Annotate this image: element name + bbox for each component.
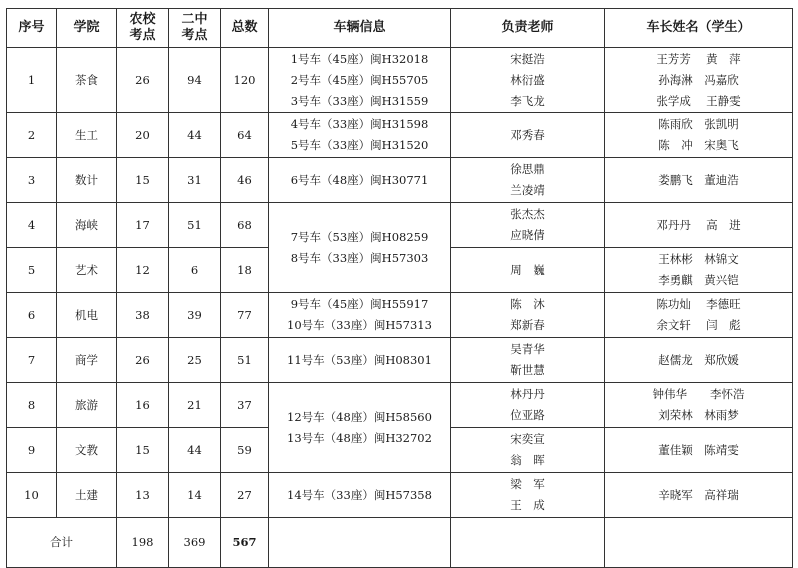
header-school2-line2: 考点 [181, 28, 208, 43]
leader-names: 邓丹丹 高 进 [656, 217, 741, 232]
leader-names: 孙海淋 冯嘉欣 [658, 72, 739, 87]
teacher-name: 位亚路 [510, 408, 545, 422]
leader-cell [605, 428, 793, 473]
summary-school2: 369 [169, 518, 221, 568]
vehicle-line: 12号车（48座）闽H58560 [287, 409, 432, 424]
teacher-name: 翁 晖 [510, 453, 545, 467]
college-cell: 机电 [57, 293, 117, 338]
college-cell: 艺术 [57, 248, 117, 293]
teacher-name: 周 巍 [510, 262, 545, 277]
bus-assignment-table [6, 8, 793, 568]
leader-names: 张学成 王静雯 [656, 93, 741, 108]
table-row [7, 293, 793, 338]
teacher-name: 宋奕宣 [510, 432, 545, 446]
teacher-cell [451, 158, 605, 203]
leader-names: 娄鹏飞 董迪浩 [658, 172, 739, 187]
teacher-name: 应晓倩 [510, 228, 545, 242]
total-count: 37 [221, 383, 269, 428]
school2-count: 14 [169, 473, 221, 518]
total-count: 68 [221, 203, 269, 248]
leader-names: 陈雨欣 张凯明 [658, 117, 739, 131]
teacher-cell [451, 248, 605, 293]
vehicle-line: 8号车（33座）闽H57303 [290, 250, 429, 265]
vehicle-cell [269, 113, 451, 158]
vehicle-cell [269, 203, 451, 293]
school2-count: 39 [169, 293, 221, 338]
leader-names: 钟伟华 李怀浩 [652, 387, 745, 401]
vehicle-line: 14号车（33座）闽H57358 [287, 487, 432, 502]
teacher-name: 兰凌靖 [510, 183, 545, 197]
seq-cell: 1 [7, 48, 57, 113]
teacher-cell [451, 293, 605, 338]
header-school2 [169, 9, 221, 48]
teacher-cell [451, 338, 605, 383]
teacher-name: 林衍盛 [510, 72, 545, 87]
total-count: 27 [221, 473, 269, 518]
leader-cell [605, 113, 793, 158]
teacher-name: 郑新春 [510, 318, 545, 332]
school1-count: 26 [117, 338, 169, 383]
vehicle-cell [269, 338, 451, 383]
leader-names: 李勇麒 黄兴铠 [658, 273, 739, 287]
header-teacher: 负责老师 [451, 9, 605, 48]
school1-count: 15 [117, 158, 169, 203]
vehicle-line: 4号车（33座）闽H31598 [290, 117, 429, 131]
summary-empty-leader [605, 518, 793, 568]
school1-count: 13 [117, 473, 169, 518]
school2-count: 51 [169, 203, 221, 248]
teacher-name: 吴青华 [510, 342, 545, 356]
seq-cell: 7 [7, 338, 57, 383]
leader-names: 王芳芳 黄 萍 [656, 51, 741, 66]
summary-label: 合计 [7, 518, 117, 568]
summary-empty-vehicle [269, 518, 451, 568]
college-cell: 旅游 [57, 383, 117, 428]
school2-count: 21 [169, 383, 221, 428]
vehicle-cell [269, 383, 451, 473]
total-count: 59 [221, 428, 269, 473]
school1-count: 15 [117, 428, 169, 473]
leader-names: 辛晓军 高祥瑞 [658, 487, 739, 502]
leader-names: 董佳颖 陈靖雯 [658, 442, 739, 457]
total-count: 120 [221, 48, 269, 113]
vehicle-cell [269, 293, 451, 338]
teacher-name: 宋挺浩 [510, 51, 545, 66]
school2-count: 94 [169, 48, 221, 113]
summary-empty-teacher [451, 518, 605, 568]
teacher-cell [451, 428, 605, 473]
college-cell: 商学 [57, 338, 117, 383]
seq-cell: 2 [7, 113, 57, 158]
header-seq: 序号 [7, 9, 57, 48]
table-row [7, 383, 793, 428]
seq-cell: 3 [7, 158, 57, 203]
college-cell: 数计 [57, 158, 117, 203]
table-row [7, 338, 793, 383]
vehicle-line: 3号车（33座）闽H31559 [290, 93, 429, 108]
leader-cell [605, 293, 793, 338]
header-leader: 车长姓名（学生） [605, 9, 793, 48]
summary-row [7, 518, 793, 568]
leader-cell [605, 338, 793, 383]
college-cell: 海峡 [57, 203, 117, 248]
school2-count: 6 [169, 248, 221, 293]
leader-names: 赵儒龙 郑欣媛 [658, 352, 739, 367]
total-count: 18 [221, 248, 269, 293]
total-count: 64 [221, 113, 269, 158]
header-total: 总数 [221, 9, 269, 48]
school1-count: 12 [117, 248, 169, 293]
leader-cell [605, 158, 793, 203]
leader-cell [605, 48, 793, 113]
header-school1-line2: 考点 [129, 28, 156, 43]
vehicle-cell [269, 158, 451, 203]
teacher-cell [451, 203, 605, 248]
header-row [7, 9, 793, 48]
total-count: 51 [221, 338, 269, 383]
school1-count: 26 [117, 48, 169, 113]
vehicle-cell [269, 473, 451, 518]
teacher-name: 林丹丹 [510, 387, 545, 401]
table-row [7, 203, 793, 248]
table-row [7, 158, 793, 203]
seq-cell: 5 [7, 248, 57, 293]
leader-cell [605, 473, 793, 518]
teacher-name: 李飞龙 [510, 93, 545, 108]
vehicle-line: 10号车（33座）闽H57313 [287, 318, 432, 332]
vehicle-line: 6号车（48座）闽H30771 [290, 172, 429, 187]
summary-total: 567 [221, 518, 269, 568]
college-cell: 茶食 [57, 48, 117, 113]
school1-count: 20 [117, 113, 169, 158]
header-college: 学院 [57, 9, 117, 48]
vehicle-line: 9号车（45座）闽H55917 [290, 297, 429, 311]
teacher-cell [451, 383, 605, 428]
leader-names: 余文轩 闫 彪 [656, 318, 741, 332]
seq-cell: 4 [7, 203, 57, 248]
school1-count: 17 [117, 203, 169, 248]
teacher-name: 陈 沐 [510, 297, 545, 311]
teacher-name: 张杰杰 [510, 207, 545, 221]
teacher-name: 邓秀春 [510, 127, 545, 142]
leader-names: 王林彬 林锦文 [658, 252, 739, 266]
header-school2-line1: 二中 [181, 12, 208, 27]
teacher-name: 王 成 [510, 498, 545, 512]
total-count: 46 [221, 158, 269, 203]
teacher-name: 梁 军 [510, 477, 545, 491]
school2-count: 44 [169, 428, 221, 473]
school1-count: 16 [117, 383, 169, 428]
table-row [7, 48, 793, 113]
leader-cell [605, 383, 793, 428]
college-cell: 土建 [57, 473, 117, 518]
leader-names: 刘荣林 林雨梦 [658, 408, 739, 422]
seq-cell: 8 [7, 383, 57, 428]
vehicle-line: 5号车（33座）闽H31520 [290, 138, 429, 152]
leader-names: 陈 冲 宋奥飞 [658, 138, 739, 152]
teacher-cell [451, 48, 605, 113]
teacher-name: 徐思鼎 [510, 162, 545, 176]
seq-cell: 10 [7, 473, 57, 518]
school2-count: 31 [169, 158, 221, 203]
leader-names: 陈功灿 李德旺 [656, 297, 741, 311]
table-row [7, 113, 793, 158]
vehicle-line: 11号车（53座）闽H08301 [287, 352, 432, 367]
header-school1-line1: 农校 [129, 12, 156, 27]
seq-cell: 9 [7, 428, 57, 473]
header-vehicle: 车辆信息 [269, 9, 451, 48]
teacher-cell [451, 473, 605, 518]
leader-cell [605, 248, 793, 293]
header-school1 [117, 9, 169, 48]
vehicle-cell [269, 48, 451, 113]
table-row [7, 473, 793, 518]
total-count: 77 [221, 293, 269, 338]
college-cell: 生工 [57, 113, 117, 158]
leader-cell [605, 203, 793, 248]
summary-school1: 198 [117, 518, 169, 568]
school1-count: 38 [117, 293, 169, 338]
school2-count: 44 [169, 113, 221, 158]
school2-count: 25 [169, 338, 221, 383]
vehicle-line: 13号车（48座）闽H32702 [287, 430, 432, 445]
vehicle-line: 7号车（53座）闽H08259 [290, 229, 429, 244]
teacher-cell [451, 113, 605, 158]
college-cell: 文教 [57, 428, 117, 473]
vehicle-line: 2号车（45座）闽H55705 [290, 72, 429, 87]
teacher-name: 靳世慧 [510, 363, 545, 377]
vehicle-line: 1号车（45座）闽H32018 [290, 51, 429, 66]
seq-cell: 6 [7, 293, 57, 338]
